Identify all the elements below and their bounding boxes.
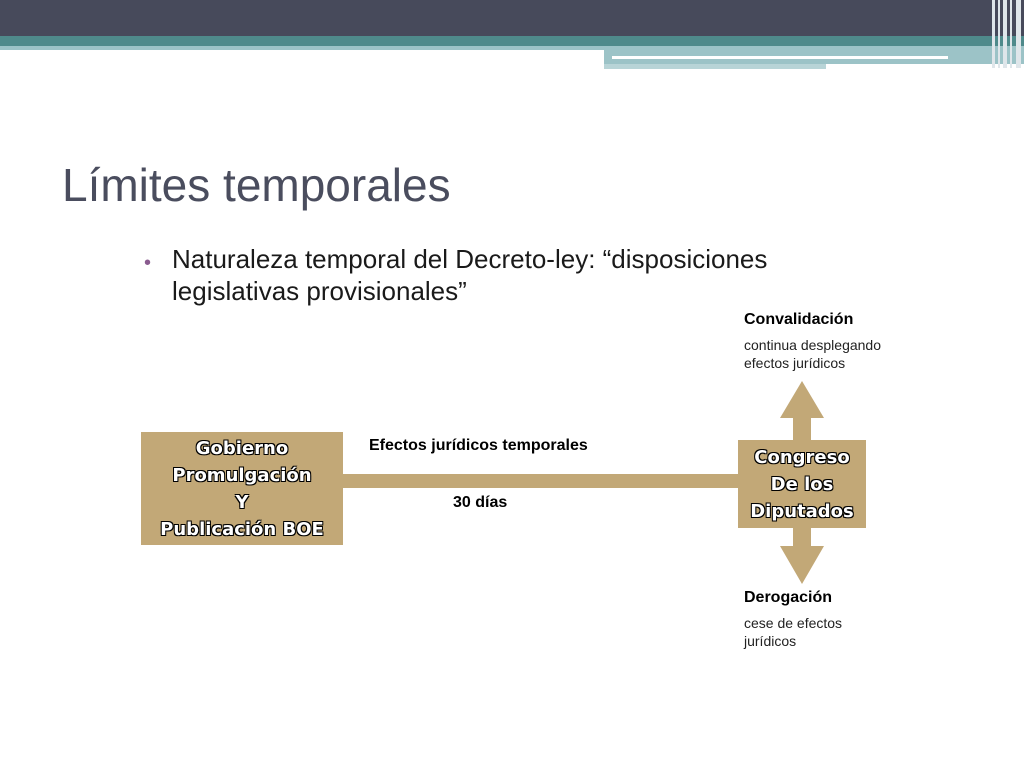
convalidacion-title: Convalidación xyxy=(744,311,854,328)
derogacion-description xyxy=(744,614,842,650)
bullet-marker-icon: • xyxy=(144,252,152,274)
convalidacion-description xyxy=(744,336,881,372)
congreso-box-line: De los xyxy=(770,473,834,495)
up-arrow xyxy=(780,381,824,440)
congreso-box xyxy=(738,440,866,528)
gobierno-box xyxy=(141,432,343,545)
bullet-text: Naturaleza temporal del Decreto-ley: “disposiciones legislativas provisionales” xyxy=(172,244,768,306)
slide-title: Límites temporales xyxy=(62,159,451,211)
gobierno-box-line: Publicación BOE xyxy=(160,518,324,540)
down-arrow xyxy=(780,528,824,584)
derogacion-desc-line: jurídicos xyxy=(744,633,797,649)
gobierno-box-line: Gobierno xyxy=(195,437,289,459)
congreso-box-line: Diputados xyxy=(750,500,854,522)
horizontal-connector xyxy=(343,474,738,488)
convalidacion-desc-line: efectos jurídicos xyxy=(744,355,846,371)
gobierno-box-line: Y xyxy=(235,491,249,513)
gobierno-box-line: Promulgación xyxy=(172,464,312,486)
connector-top-label: Efectos jurídicos temporales xyxy=(369,437,588,454)
connector-bottom-label: 30 días xyxy=(453,494,508,511)
derogacion-title: Derogación xyxy=(744,589,833,606)
congreso-box-line: Congreso xyxy=(754,446,850,468)
convalidacion-desc-line: continua desplegando xyxy=(744,337,882,353)
derogacion-desc-line: cese de efectos xyxy=(744,615,843,631)
